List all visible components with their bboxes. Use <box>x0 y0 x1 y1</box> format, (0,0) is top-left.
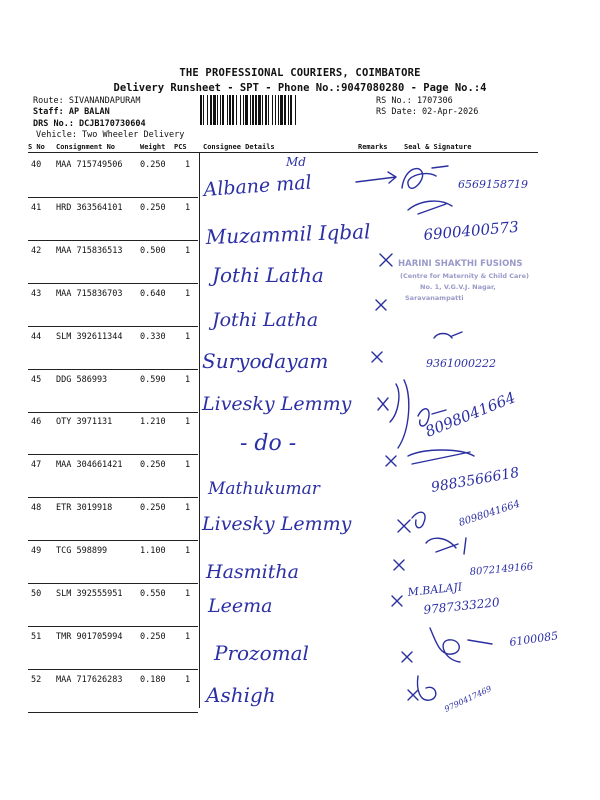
row-pcs: 1 <box>185 589 191 599</box>
route-info: Route: SIVANANDAPURAM <box>33 96 141 106</box>
row-weight: 1.100 <box>140 546 166 556</box>
consignee-hw-44: Suryodayam <box>202 349 329 373</box>
consignee-hw-40: Albane mal <box>202 171 313 201</box>
row-pcs: 1 <box>185 460 191 470</box>
row-pcs: 1 <box>185 246 191 256</box>
consignee-hw-48: Livesky Lemmy <box>202 513 352 535</box>
row-sno: 43 <box>31 289 42 299</box>
row-consignment: ETR 3019918 <box>56 503 113 513</box>
row-separator <box>28 240 198 241</box>
row-pcs: 1 <box>185 203 191 213</box>
row-weight: 0.330 <box>140 332 166 342</box>
row-pcs: 1 <box>185 332 191 342</box>
row-weight: 0.250 <box>140 460 166 470</box>
row-sno: 50 <box>31 589 42 599</box>
row-pcs: 1 <box>185 632 191 642</box>
row-sno: 46 <box>31 417 42 427</box>
row-separator <box>28 583 198 584</box>
row-sno: 44 <box>31 332 42 342</box>
consignee-hw-47: Mathukumar <box>208 479 320 499</box>
row-consignment: MAA 715836513 <box>56 246 123 256</box>
phone-hw-4: 8098041664 <box>422 388 518 441</box>
rs-number: RS No.: 1707306 <box>376 96 453 106</box>
row-separator <box>28 197 198 198</box>
stamp-line-4: Saravanampatti <box>405 294 464 302</box>
row-weight: 0.640 <box>140 289 166 299</box>
phone-hw-3: 9361000222 <box>426 357 496 370</box>
row-weight: 0.550 <box>140 589 166 599</box>
drs-number: DRS No.: DCJB170730604 <box>33 119 146 129</box>
row-separator <box>28 497 198 498</box>
row-sno: 52 <box>31 675 42 685</box>
row-separator <box>28 412 198 413</box>
row-consignment: SLM 392555951 <box>56 589 123 599</box>
row-weight: 0.500 <box>140 246 166 256</box>
col-seal: Seal & Signature <box>404 143 472 151</box>
row-weight: 0.250 <box>140 203 166 213</box>
row-pcs: 1 <box>185 160 191 170</box>
consignee-hw-51: Prozomal <box>214 641 309 665</box>
consignee-hw-45: Livesky Lemmy <box>202 393 352 415</box>
row-pcs: 1 <box>185 675 191 685</box>
row-consignment: DDG 586993 <box>56 375 108 385</box>
stamp-line-1: HARINI SHAKTHI FUSIONS <box>398 259 523 269</box>
row-consignment: OTY 3971131 <box>56 417 113 427</box>
consignee-hw-42: Jothi Latha <box>212 263 324 287</box>
phone-hw-9: 6100085 <box>508 629 559 649</box>
row-consignment: SLM 392611344 <box>56 332 123 342</box>
stamp-line-3: No. 1, V.G.V.J. Nagar, <box>420 283 496 291</box>
row-consignment: MAA 304661421 <box>56 460 123 470</box>
row-sno: 45 <box>31 375 42 385</box>
phone-hw-8: 9787333220 <box>422 595 501 617</box>
phone-hw-1: 6569158719 <box>458 178 528 191</box>
row-consignment: MAA 715836703 <box>56 289 123 299</box>
row-sno: 42 <box>31 246 42 256</box>
staff-info: Staff: AP BALAN <box>33 107 110 117</box>
row-consignment: TMR 901705994 <box>56 632 123 642</box>
runsheet-subtitle: Delivery Runsheet - SPT - Phone No.:9047080280 - Page No.:4 <box>113 82 487 94</box>
row-sno: 41 <box>31 203 42 213</box>
row-pcs: 1 <box>185 375 191 385</box>
row-sno: 47 <box>31 460 42 470</box>
phone-hw-5: 9883566618 <box>429 464 521 496</box>
row-weight: 0.250 <box>140 503 166 513</box>
barcode <box>200 95 372 125</box>
col-consignee: Consignee Details <box>203 143 275 151</box>
clinic-stamp <box>398 259 529 302</box>
row-weight: 0.250 <box>140 160 166 170</box>
consignee-divider <box>199 152 200 708</box>
row-separator <box>28 369 198 370</box>
consignee-hw-43: Jothi Latha <box>212 309 319 331</box>
consignee-hw-52: Ashigh <box>206 683 276 707</box>
row-weight: 0.250 <box>140 632 166 642</box>
row-pcs: 1 <box>185 546 191 556</box>
row-separator <box>28 712 198 713</box>
row-separator <box>28 669 198 670</box>
row-sno: 49 <box>31 546 42 556</box>
vehicle-info: Vehicle: Two Wheeler Delivery <box>36 130 185 140</box>
rs-date: RS Date: 02-Apr-2026 <box>376 107 479 117</box>
consignee-hw-46: - do - <box>240 431 297 456</box>
phone-hw-6: 8098041664 <box>457 498 522 529</box>
stamp-line-2: (Centre for Maternity & Child Care) <box>400 272 530 280</box>
row-sno: 40 <box>31 160 42 170</box>
consignee-hw-41: Muzammil Iqbal <box>205 219 371 249</box>
row-pcs: 1 <box>185 503 191 513</box>
row-pcs: 1 <box>185 289 191 299</box>
consignee-hw-49: Hasmitha <box>206 561 299 583</box>
row-consignment: MAA 717626283 <box>56 675 123 685</box>
row-separator <box>28 326 198 327</box>
row-consignment: MAA 715749506 <box>56 160 123 170</box>
col-weight: Weight <box>140 143 166 151</box>
row-separator <box>28 626 198 627</box>
phone-hw-7: 8072149166 <box>469 561 534 578</box>
note-md: Md <box>286 155 306 169</box>
col-consignment: Consignment No <box>56 143 116 151</box>
signature-strokes <box>356 166 492 700</box>
row-consignment: HRD 363564101 <box>56 203 123 213</box>
row-sno: 51 <box>31 632 42 642</box>
col-sno: S No <box>28 143 45 151</box>
col-remarks: Remarks <box>358 143 388 151</box>
phone-hw-2: 6900400573 <box>422 217 520 244</box>
row-separator <box>28 283 198 284</box>
row-weight: 0.590 <box>140 375 166 385</box>
row-separator <box>28 540 198 541</box>
runsheet-title: THE PROFESSIONAL COURIERS, COIMBATORE <box>179 67 421 79</box>
header-rule <box>28 152 538 153</box>
consignee-hw-50: Leema <box>208 595 273 617</box>
row-consignment: TCG 598899 <box>56 546 108 556</box>
phone-hw-10: 9790417469 <box>443 684 493 714</box>
row-weight: 0.180 <box>140 675 166 685</box>
row-weight: 1.210 <box>140 417 166 427</box>
col-pcs: PCS <box>174 143 187 151</box>
row-sno: 48 <box>31 503 42 513</box>
row-pcs: 1 <box>185 417 191 427</box>
row-separator <box>28 454 198 455</box>
note-balaji: M.BALAJI <box>406 580 463 599</box>
